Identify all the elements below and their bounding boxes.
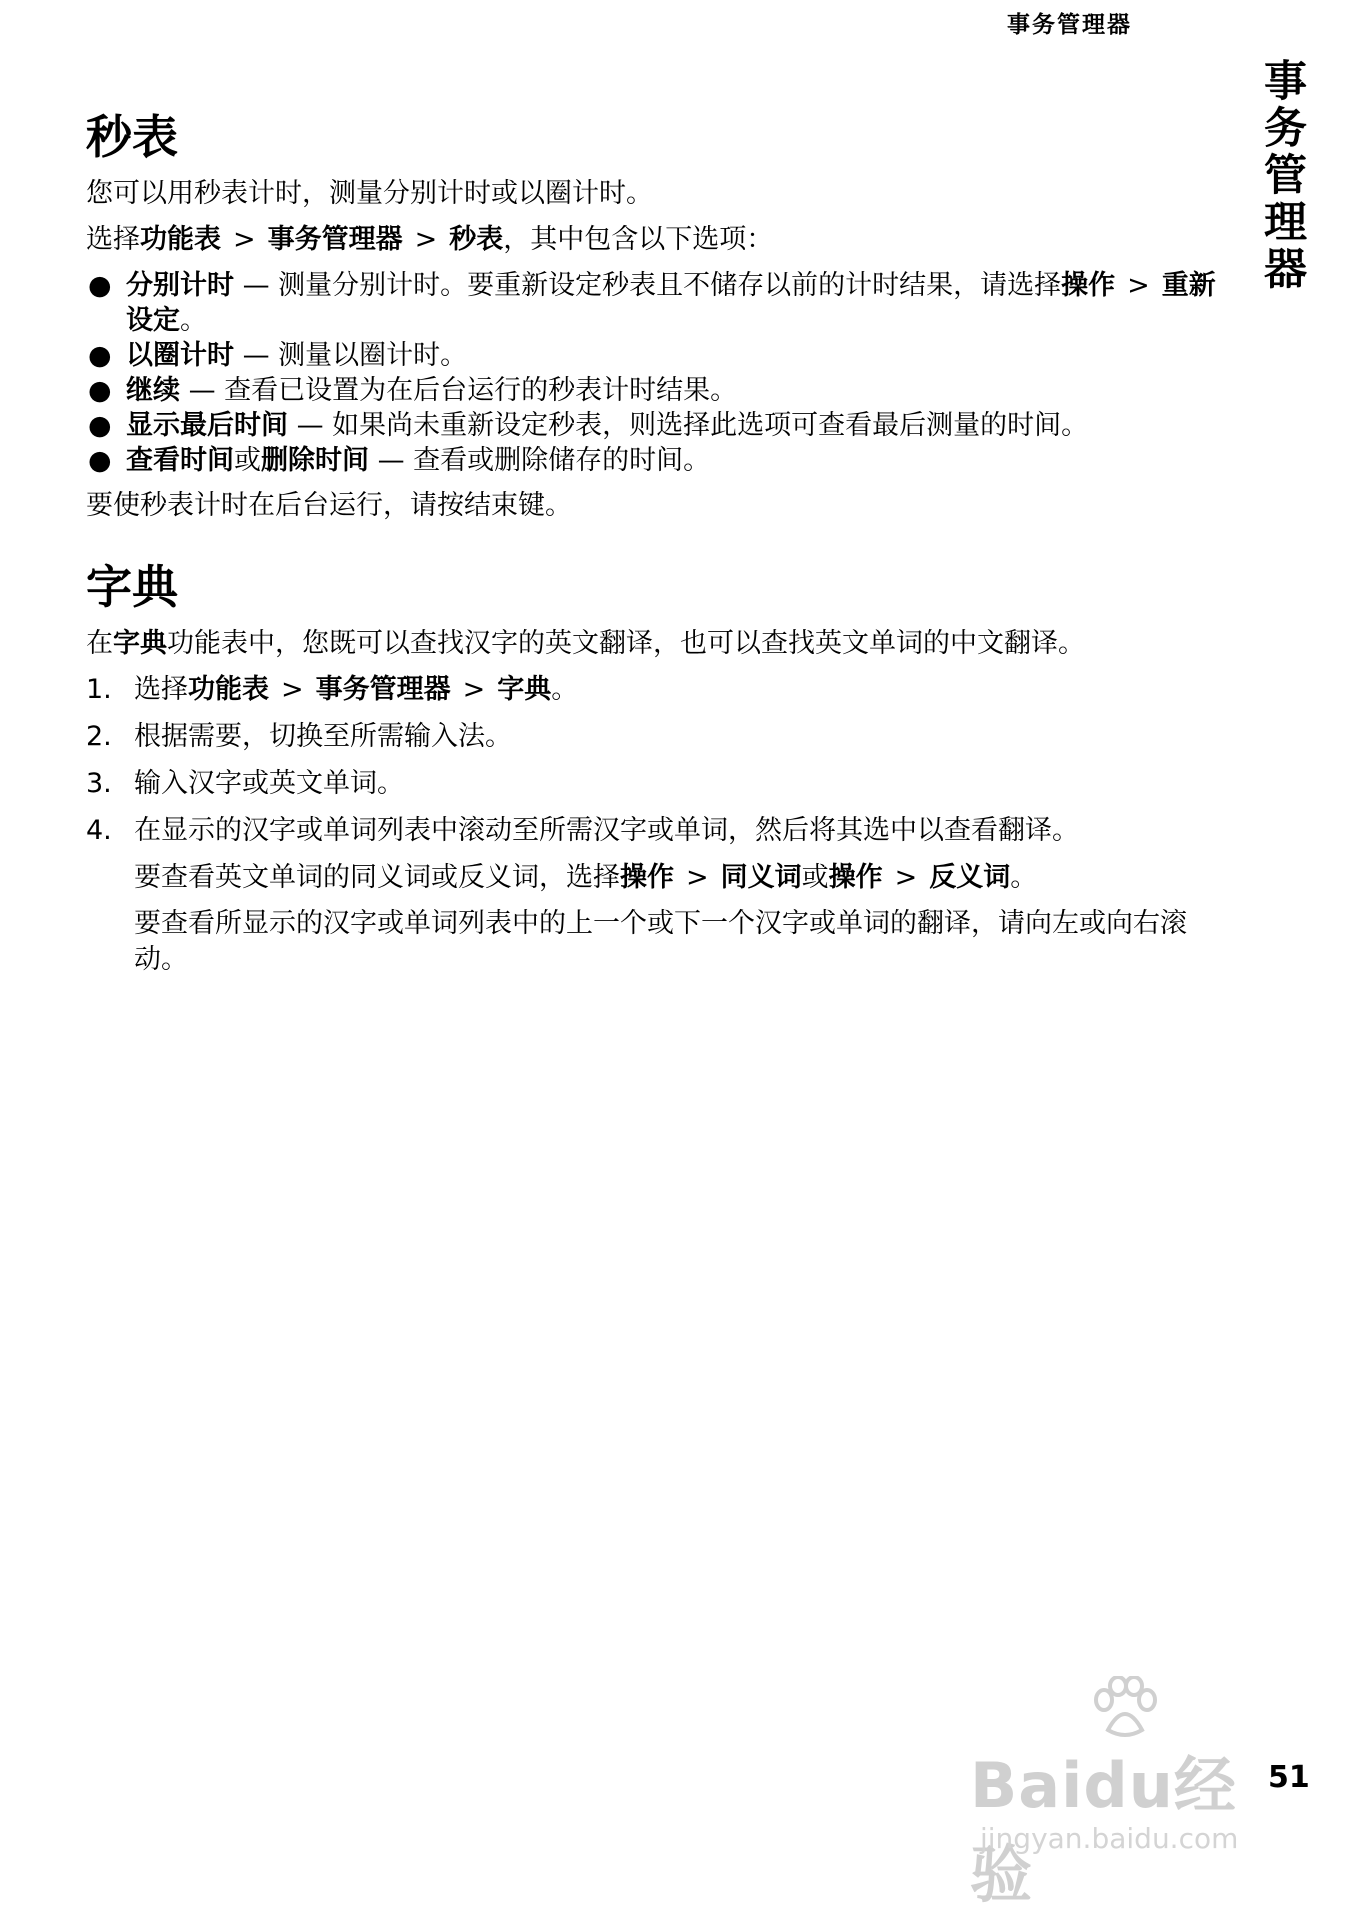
option-term: 以圈计时 <box>126 340 234 371</box>
option-term: 操作 <box>1061 270 1116 301</box>
step-2 <box>86 719 1216 755</box>
step-number: 4. <box>86 815 112 846</box>
option-split-timing <box>86 268 1216 338</box>
step-prefix: 选择 <box>134 674 188 705</box>
step-3 <box>86 766 1216 802</box>
option-term: 删除时间 <box>261 445 369 476</box>
paw-icon <box>1090 1676 1160 1742</box>
path-prefix: 选择 <box>86 224 140 255</box>
note-end: 。 <box>1010 862 1038 893</box>
option-term: 查看时间 <box>126 445 234 476</box>
path-separator: > <box>462 674 486 705</box>
page-content <box>86 108 1216 988</box>
baidu-watermark <box>970 1676 1270 1911</box>
bullet-icon: ● <box>88 410 112 441</box>
path-menu: 功能表 <box>140 224 221 255</box>
option-connector: 或 <box>234 445 261 476</box>
option-view-delete <box>86 443 1216 478</box>
option-show-last <box>86 408 1216 443</box>
intro-prefix: 在 <box>86 628 113 659</box>
synonym-note <box>86 860 1216 896</box>
watermark-logo-text: Baidu经验 <box>970 1749 1237 1911</box>
stopwatch-footer: 要使秒表计时在后台运行，请按结束键。 <box>86 490 572 521</box>
dictionary-intro <box>86 626 1216 662</box>
path-separator: > <box>1127 270 1150 301</box>
step-item: 字典 <box>497 674 552 705</box>
step-4 <box>86 813 1216 849</box>
bullet-icon: ● <box>88 375 112 406</box>
path-suffix: ，其中包含以下选项： <box>503 224 774 255</box>
note-prefix: 要查看英文单词的同义词或反义词，选择 <box>134 862 620 893</box>
scroll-note: 要查看所显示的汉字或单词列表中的上一个或下一个汉字或单词的翻译，请向左或向右滚动。 <box>134 908 1187 975</box>
option-desc: — 查看或删除储存的时间。 <box>369 445 711 476</box>
stopwatch-heading: 秒表 <box>86 110 178 164</box>
option-desc: — 测量以圈计时。 <box>234 340 468 371</box>
dictionary-steps <box>86 672 1216 849</box>
step-text: 根据需要，切换至所需输入法。 <box>134 721 512 752</box>
path-separator: > <box>686 862 709 893</box>
option-desc: — 查看已设置为在后台运行的秒表计时结果。 <box>180 375 738 406</box>
dictionary-heading: 字典 <box>86 560 178 614</box>
path-separator: > <box>894 862 918 893</box>
step-number: 2. <box>86 721 112 752</box>
step-number: 3. <box>86 768 112 799</box>
note-antonyms: 反义词 <box>929 862 1011 893</box>
bullet-icon: ● <box>88 270 112 301</box>
step-organiser: 事务管理器 <box>315 674 451 705</box>
option-term: 重新设定 <box>126 270 1216 336</box>
stopwatch-options <box>86 268 1216 478</box>
step-text: 在显示的汉字或单词列表中滚动至所需汉字或单词，然后将其选中以查看翻译。 <box>134 815 1079 846</box>
chapter-side-tab: 事务管理器 <box>1257 58 1307 293</box>
step-text: 输入汉字或英文单词。 <box>134 768 404 799</box>
path-item: 秒表 <box>449 224 504 255</box>
intro-suffix: 功能表中，您既可以查找汉字的英文翻译，也可以查找英文单词的中文翻译。 <box>167 628 1085 659</box>
step-number: 1. <box>86 674 112 705</box>
option-lap-timing <box>86 338 1216 373</box>
watermark-url: jingyan.baidu.com <box>980 1822 1239 1855</box>
page-number: 51 <box>1268 1760 1310 1795</box>
option-term: 继续 <box>126 375 180 406</box>
running-head: 事务管理器 <box>1007 12 1132 38</box>
note-synonyms: 同义词 <box>720 862 802 893</box>
path-organiser: 事务管理器 <box>267 224 403 255</box>
note-or: 或 <box>801 862 829 893</box>
option-continue <box>86 373 1216 408</box>
intro-term: 字典 <box>113 628 167 659</box>
path-separator: > <box>233 224 256 255</box>
path-separator: > <box>414 224 438 255</box>
bullet-icon: ● <box>88 340 112 371</box>
step-end: 。 <box>551 674 579 705</box>
option-desc: — 如果尚未重新设定秒表，则选择此选项可查看最后测量的时间。 <box>288 410 1089 441</box>
option-term: 分别计时 <box>126 270 234 301</box>
step-menu: 功能表 <box>188 674 269 705</box>
note-options: 操作 <box>828 862 883 893</box>
step-1 <box>86 672 1216 708</box>
option-desc: — 测量分别计时。要重新设定秒表且不储存以前的计时结果，请选择 <box>234 270 1062 301</box>
option-end: 。 <box>180 305 207 336</box>
path-separator: > <box>281 674 304 705</box>
bullet-icon: ● <box>88 445 112 476</box>
option-term: 显示最后时间 <box>126 410 288 441</box>
stopwatch-path <box>86 222 1216 258</box>
stopwatch-intro: 您可以用秒表计时，测量分别计时或以圈计时。 <box>86 178 653 209</box>
note-options: 操作 <box>620 862 674 893</box>
